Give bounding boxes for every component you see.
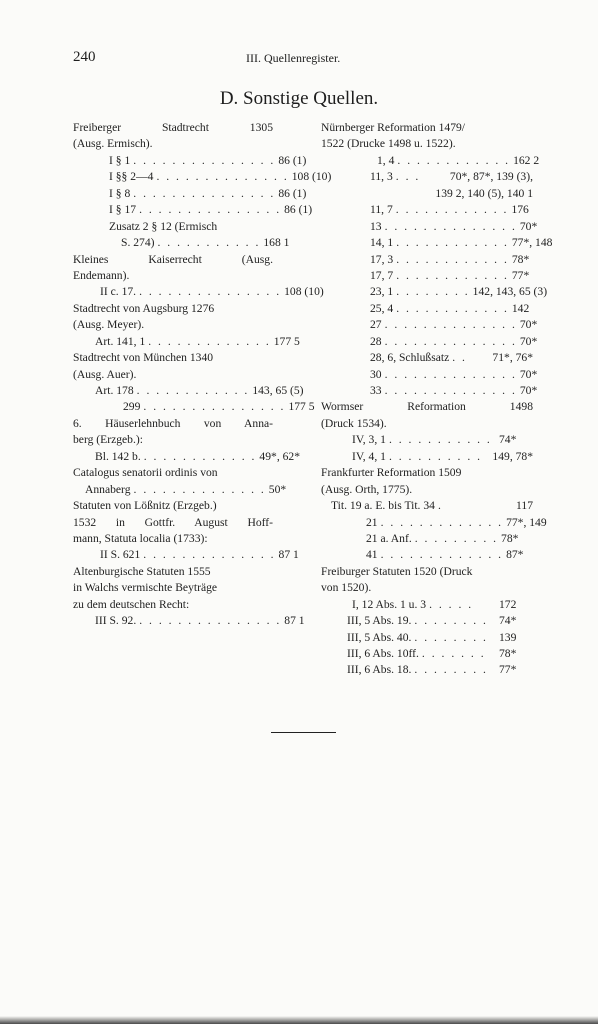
page-reference: 86 (1) xyxy=(278,186,307,200)
leader-dots: . . . . . . . . . . . . xyxy=(396,252,509,266)
leader-dots: . . . . . . . . . . . . . . . xyxy=(139,285,282,299)
source-heading: Stadtrecht von Augsburg 1276 xyxy=(73,301,215,315)
entry-reference: III, 5 Abs. 40. xyxy=(347,630,412,644)
page-reference: 70* xyxy=(519,334,538,348)
leader-dots: . . xyxy=(452,351,467,365)
source-heading: Freiburger Statuten 1520 (Druck xyxy=(321,564,473,578)
running-head: III. Quellenregister. xyxy=(246,51,341,65)
page-edge-shadow xyxy=(0,1016,598,1024)
entry-reference: Bl. 142 b. xyxy=(95,449,141,463)
source-heading: Statuten von Lößnitz (Erzgeb.) xyxy=(73,499,217,513)
source-heading: Nürnberger Reformation 1479/ xyxy=(321,121,466,134)
page-reference: 172 xyxy=(499,597,517,611)
page-reference: 143, 65 (5) xyxy=(252,384,304,397)
leader-dots: . . . . . . . . . . . xyxy=(157,236,261,250)
page-reference: 49*, 62* xyxy=(259,449,300,463)
source-heading: 6. Häuserlehnbuch von Anna- xyxy=(73,416,273,430)
entry-reference: 27 xyxy=(370,318,382,332)
page-number: 240 xyxy=(73,49,96,65)
source-heading: 1532 in Gottfr. August Hoff- xyxy=(73,515,273,529)
entry-reference: III, 6 Abs. 10ff. xyxy=(347,647,419,660)
entry-reference: 1, 4 xyxy=(377,153,395,167)
page-reference: 142 xyxy=(511,301,530,315)
section-title: D. Sonstige Quellen. xyxy=(219,88,379,109)
index-entry xyxy=(321,630,533,646)
source-heading: zu dem deutschen Recht: xyxy=(73,597,190,611)
page-reference: 87* xyxy=(506,548,524,562)
leader-dots: . . . . . . . . . . . . . . xyxy=(143,548,276,562)
leader-dots: . . . . . . . . . . . . xyxy=(396,236,509,250)
index-entry xyxy=(321,202,533,218)
index-entry xyxy=(321,613,533,629)
index-entry xyxy=(73,169,332,185)
leader-dots: . . . . . . . . . . . . xyxy=(136,384,250,397)
leader-dots: . . . . . . . . xyxy=(414,630,488,644)
leader-dots: . . . . . . . xyxy=(421,647,486,660)
page-reference: 108 (10) xyxy=(291,170,332,184)
page-reference: 77* xyxy=(499,663,517,677)
page-reference: 177 5 xyxy=(273,334,300,348)
entry-reference: I §§ 2—4 xyxy=(109,170,154,184)
index-entry xyxy=(321,252,533,268)
page-reference: 108 (10) xyxy=(284,285,324,299)
source-heading: Zusatz 2 § 12 (Ermisch xyxy=(109,219,218,233)
leader-dots: . . . . . . . . . . . . . . xyxy=(384,384,517,397)
entry-reference: 23, 1 xyxy=(370,285,394,299)
entry-reference: 21 a. Anf. xyxy=(366,531,412,545)
index-entry xyxy=(321,449,533,465)
entry-reference: IV, 3, 1 xyxy=(352,433,386,447)
source-heading: Freiberger Stadtrecht 1305 xyxy=(73,121,273,134)
page-reference: 78* xyxy=(499,647,517,660)
leader-dots: . . . . . . . . . . . . . . xyxy=(384,334,517,348)
page-reference: 77* xyxy=(511,268,530,282)
leader-dots: . . . . . . . . . . . xyxy=(388,433,492,447)
leader-dots: . . . . . . . . . . . . . . xyxy=(156,170,289,184)
page-reference: 117 xyxy=(516,499,533,513)
index-entry xyxy=(73,334,300,350)
page-reference: 86 (1) xyxy=(278,153,307,167)
page-reference: 162 2 xyxy=(513,153,540,167)
index-entry xyxy=(321,284,548,300)
page-reference: 74* xyxy=(499,433,517,447)
page-reference: 177 5 xyxy=(288,400,315,414)
entry-reference: Art. 141, 1 xyxy=(95,334,146,348)
leader-dots: . . . . . . . . . . . . . . . xyxy=(133,186,276,200)
page-reference: 176 xyxy=(511,203,529,217)
entry-reference: 25, 4 xyxy=(370,301,394,315)
entry-continuation: 139 2, 140 (5), 140 1 xyxy=(435,186,533,200)
right-column xyxy=(321,120,553,679)
entry-reference: II c. 17. xyxy=(100,285,137,299)
source-heading: (Druck 1534). xyxy=(321,416,387,430)
index-entry xyxy=(73,284,324,300)
page-reference: 50* xyxy=(268,482,287,496)
index-entry xyxy=(321,515,547,531)
left-column xyxy=(73,120,332,630)
page-reference: 74* xyxy=(499,614,517,628)
source-heading: Wormser Reformation 1498 xyxy=(321,400,533,414)
leader-dots: . . . . . . . . . . . . xyxy=(396,301,509,315)
page-reference: 149, 78* xyxy=(492,449,533,463)
leader-dots: . . . . . . . . . . . . . . xyxy=(384,367,517,381)
source-heading: Stadtrecht von München 1340 xyxy=(73,351,214,365)
index-entry xyxy=(321,268,533,284)
entry-reference: 28, 6, Schlußsatz xyxy=(370,351,450,365)
index-entry xyxy=(321,498,533,514)
leader-dots: . . . . . . . . . . . . . . . xyxy=(139,203,282,217)
leader-dots: . . . . . . . . . . . . . xyxy=(380,548,504,562)
page-reference: 70*, 87*, 139 (3), xyxy=(449,170,533,184)
source-heading: Catalogus senatorii ordinis von xyxy=(73,466,218,480)
leader-dots: . . . . . . . . xyxy=(396,285,470,299)
entry-reference: Annaberg xyxy=(85,482,131,496)
page-reference: 87 1 xyxy=(278,548,299,562)
index-entry xyxy=(321,531,533,547)
index-entry xyxy=(321,350,533,366)
leader-dots: . . . . . . . . . . . . . xyxy=(148,334,271,348)
page-reference: 70* xyxy=(519,384,538,397)
page-reference: 70* xyxy=(519,367,538,381)
page-reference: 77*, 149 xyxy=(506,515,547,529)
page-reference: 139 xyxy=(499,630,517,644)
page-reference: 87 1 xyxy=(284,614,305,628)
entry-reference: 11, 7 xyxy=(370,203,393,217)
source-heading: Endemann). xyxy=(73,268,130,282)
index-entry xyxy=(321,646,533,662)
index-entry xyxy=(321,662,533,678)
leader-dots: . . . . . xyxy=(429,597,474,611)
entry-reference: Tit. 19 a. E. bis Tit. 34 xyxy=(331,499,435,513)
source-heading: 1522 (Drucke 1498 u. 1522). xyxy=(321,137,456,151)
leader-dots: . . . xyxy=(395,170,421,184)
entry-reference: 14, 1 xyxy=(370,236,394,250)
entry-reference: I § 17 xyxy=(109,203,137,217)
entry-reference: 17, 3 xyxy=(370,252,394,266)
entry-reference: IV, 4, 1 xyxy=(352,449,386,463)
index-entry xyxy=(73,547,299,563)
leader-dots: . . . . . . . . . xyxy=(414,531,499,545)
entry-reference: 299 xyxy=(123,400,141,414)
leader-dots: . . . . . . . . . . xyxy=(388,449,483,463)
leader-dots: . . . . . . . . . . . . . . xyxy=(384,219,517,233)
page-reference: 70* xyxy=(519,318,538,332)
index-entry xyxy=(321,597,533,613)
source-heading: (Ausg. Ermisch). xyxy=(73,137,153,151)
leader-dots: . . . . . . . . xyxy=(414,663,488,677)
source-heading: in Walchs vermischte Beyträge xyxy=(73,581,218,595)
entry-reference: III, 5 Abs. 19. xyxy=(347,614,412,628)
leader-dots: . . . . . . . . . . . . . xyxy=(380,515,504,529)
index-entry xyxy=(321,334,538,350)
index-entry xyxy=(73,235,290,251)
source-heading: (Ausg. Auer). xyxy=(73,367,137,381)
entry-reference: I, 12 Abs. 1 u. 3 xyxy=(352,597,427,611)
entry-reference: I § 1 xyxy=(109,153,131,167)
leader-dots: . . . . . . . . . . . . . . . xyxy=(139,614,282,628)
leader-dots: . . . . . . . . . . . . xyxy=(143,449,257,463)
index-entry xyxy=(321,219,538,235)
source-heading: von 1520). xyxy=(321,581,372,595)
page-reference: 142, 143, 65 (3) xyxy=(472,285,548,299)
entry-reference: III, 6 Abs. 18. xyxy=(347,663,412,677)
source-heading: (Ausg. Meyer). xyxy=(73,318,145,332)
source-heading: mann, Statuta localia (1733): xyxy=(73,531,208,545)
entry-reference: III S. 92. xyxy=(95,614,137,628)
entry-reference: 11, 3 xyxy=(370,170,393,184)
source-heading: berg (Erzgeb.): xyxy=(73,433,143,447)
entry-reference: Art. 178 xyxy=(95,384,134,397)
index-entry xyxy=(321,432,533,448)
entry-reference: 21 xyxy=(366,515,378,529)
leader-dots: . . . . . . . . . . . . . . xyxy=(133,482,266,496)
index-entry xyxy=(321,367,538,383)
index-entry xyxy=(321,235,553,251)
page-reference: 168 1 xyxy=(263,236,290,250)
index-entry xyxy=(321,547,533,563)
leader-dots: . xyxy=(437,499,443,513)
index-entry xyxy=(321,153,540,169)
page-reference: 77*, 148 xyxy=(511,236,553,250)
source-heading: (Ausg. Orth, 1775). xyxy=(321,482,413,496)
index-entry xyxy=(321,383,538,399)
index-entry xyxy=(73,202,313,218)
entry-reference: 41 xyxy=(366,548,378,562)
index-entry xyxy=(73,153,307,169)
leader-dots: . . . . . . . . . . . . . . . xyxy=(143,400,286,414)
page-reference: 86 (1) xyxy=(284,203,313,217)
entry-reference: I § 8 xyxy=(109,186,131,200)
source-heading: Altenburgische Statuten 1555 xyxy=(73,564,211,578)
leader-dots: . . . . . . . . . . . . . . xyxy=(384,318,517,332)
source-heading: Frankfurter Reformation 1509 xyxy=(321,466,462,480)
entry-reference: II S. 621 xyxy=(100,548,141,562)
entry-reference: 17, 7 xyxy=(370,268,394,282)
source-heading: Kleines Kaiserrecht (Ausg. xyxy=(73,252,273,266)
index-entry xyxy=(73,449,300,465)
entry-reference: 30 xyxy=(370,367,382,381)
end-rule xyxy=(271,732,336,733)
leader-dots: . . . . . . . . . . . . . . . xyxy=(133,153,276,167)
index-entry xyxy=(73,482,287,498)
index-entry xyxy=(321,169,533,185)
entry-reference: 13 xyxy=(370,219,382,233)
index-entry xyxy=(73,383,304,399)
leader-dots: . . . . . . . . xyxy=(414,614,488,628)
leader-dots: . . . . . . . . . . . . xyxy=(395,203,509,217)
page-reference: 78* xyxy=(501,531,519,545)
index-entry xyxy=(321,317,538,333)
leader-dots: . . . . . . . . . . . . xyxy=(397,153,511,167)
index-entry xyxy=(73,613,305,629)
leader-dots: . . . . . . . . . . . . xyxy=(396,268,509,282)
page-reference: 71*, 76* xyxy=(492,351,533,365)
page-reference: 70* xyxy=(519,219,538,233)
entry-reference: 28 xyxy=(370,334,382,348)
index-entry xyxy=(73,399,315,415)
page-reference: 78* xyxy=(511,252,530,266)
entry-reference: S. 274) xyxy=(121,236,155,250)
index-entry xyxy=(321,301,533,317)
entry-reference: 33 xyxy=(370,384,382,397)
index-entry xyxy=(73,186,307,202)
